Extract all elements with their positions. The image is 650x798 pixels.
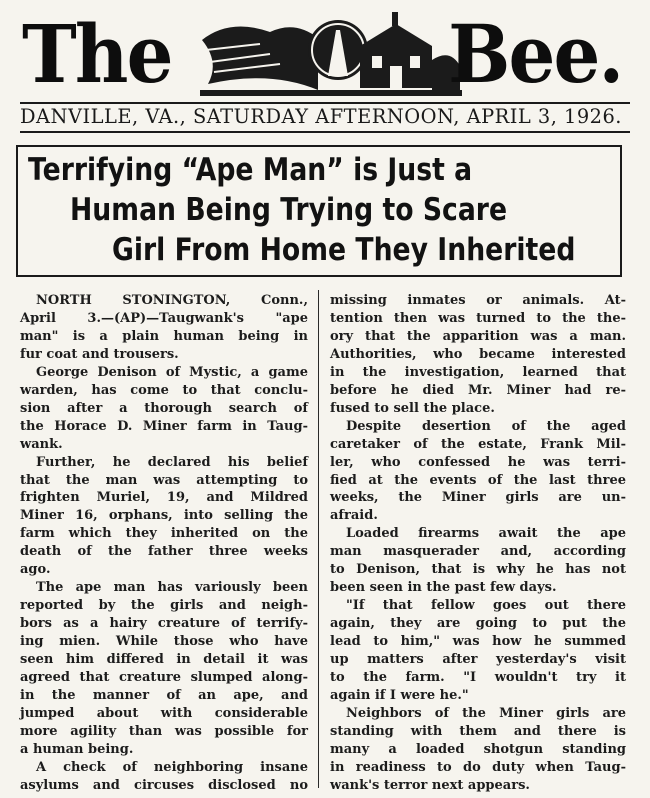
- article-text-line: to the farm. "I wouldn't try it: [330, 670, 626, 686]
- article-text-line: fused to sell the place.: [330, 400, 495, 416]
- article-text-line: ing mien. While those who have: [20, 634, 308, 650]
- article-text-line: weeks, the Miner girls are un-: [330, 490, 626, 506]
- article-text-line: warden, has come to that conclu-: [20, 382, 308, 398]
- article-text-line: caretaker of the estate, Frank Mil-: [330, 436, 626, 452]
- article-text-line: ago.: [20, 562, 51, 578]
- article-text-line: wank's terror next appears.: [330, 777, 530, 793]
- article-text-line: death of the father three weeks: [20, 544, 308, 560]
- article-text-line: the Horace D. Miner farm in Taug-: [20, 418, 308, 434]
- article-text-line: farm which they inherited on the: [20, 526, 308, 542]
- article-text-line: to Denison, that is why he has not: [330, 562, 626, 578]
- article-text-line: up matters after yesterday's visit: [330, 652, 626, 668]
- dateline: DANVILLE, VA., SATURDAY AFTERNOON, APRIL 3, 1926.: [20, 104, 622, 128]
- article-text-line: Authorities, who became interested: [330, 346, 626, 362]
- article-text-line: again if I were he.": [330, 687, 469, 703]
- article-text-line: more agility than was possible for: [20, 723, 308, 739]
- article-text-line: April 3.—(AP)—Taugwank's "ape: [20, 310, 308, 326]
- article-text-line: Loaded firearms await the ape: [346, 526, 626, 542]
- article-text-line: A check of neighboring insane: [36, 759, 308, 775]
- headline-box: [16, 145, 622, 277]
- article-text-line: ler, who confessed he was terri-: [330, 454, 626, 470]
- article-text-line: Despite desertion of the aged: [346, 418, 626, 434]
- headline-line-2: Human Being Trying to Scare: [70, 192, 508, 228]
- article-text-line: Miner 16, orphans, into selling the: [20, 508, 308, 524]
- article-text-line: Neighbors of the Miner girls are: [346, 705, 626, 721]
- article-text-line: standing with them and there is: [330, 723, 626, 739]
- masthead: [22, 6, 626, 100]
- article-text-line: seen him differed in detail it was: [20, 652, 308, 668]
- article-text-line: sion after a thorough search of: [20, 400, 308, 416]
- masthead-title-left: The: [22, 7, 172, 101]
- article-text-line: in the manner of an ape, and: [20, 687, 308, 703]
- article-text-line: reported by the girls and neigh-: [20, 598, 308, 614]
- article-text-line: frighten Muriel, 19, and Mildred: [20, 490, 308, 506]
- article-text-line: in readiness to do duty when Taug-: [330, 759, 626, 775]
- article-text-line: ory that the apparition was a man.: [330, 328, 626, 344]
- article-text-line: missing inmates or animals. At-: [330, 293, 626, 308]
- article-text-line: that the man was attempting to: [20, 472, 308, 488]
- article-text-line: The ape man has variously been: [36, 580, 308, 596]
- article-text-line: fied at the events of the last three: [330, 472, 626, 488]
- headline-line-1: Terrifying “Ape Man” is Just a: [28, 152, 473, 188]
- article-text-line: George Denison of Mystic, a game: [36, 364, 308, 380]
- article-text-line: before he died Mr. Miner had re-: [330, 382, 626, 398]
- article-text-line: agreed that creature slumped along-: [20, 670, 308, 686]
- article-text-line: wank.: [20, 436, 63, 452]
- article-text-line: been seen in the past few days.: [330, 580, 557, 596]
- article-text-line: man" is a plain human being in: [20, 328, 308, 344]
- article-text-line: in the investigation, learned that: [330, 364, 626, 380]
- article-text-line: "If that fellow goes out there: [346, 598, 626, 614]
- article-text-line: fur coat and trousers.: [20, 346, 179, 362]
- article-text-line: many a loaded shotgun standing: [330, 741, 626, 757]
- article-text-line: again, they are going to put the: [330, 616, 626, 632]
- dateline-bottom-rule: [20, 131, 630, 133]
- article-text-line: bors as a hairy creature of terrify-: [20, 616, 308, 632]
- column-divider: [318, 290, 319, 788]
- masthead-emblem-illustration: [200, 10, 462, 96]
- masthead-title-right: Bee.: [447, 7, 622, 101]
- article-text-line: Further, he declared his belief: [36, 454, 308, 470]
- article-column-right: [330, 292, 626, 792]
- article-text-line: tention then was turned to the the-: [330, 310, 626, 326]
- article-text-line: jumped about with considerable: [20, 705, 308, 721]
- headline-line-3: Girl From Home They Inherited: [112, 232, 576, 268]
- article-text-line: man masquerader and, according: [330, 544, 626, 560]
- article-column-left: [20, 292, 308, 792]
- article-text-line: a human being.: [20, 741, 134, 757]
- article-text-line: afraid.: [330, 508, 378, 524]
- article-text-line: lead to him," was how he summed: [330, 634, 626, 650]
- article-text-line: NORTH STONINGTON, Conn.,: [36, 293, 308, 308]
- article-text-line: asylums and circuses disclosed no: [20, 777, 308, 793]
